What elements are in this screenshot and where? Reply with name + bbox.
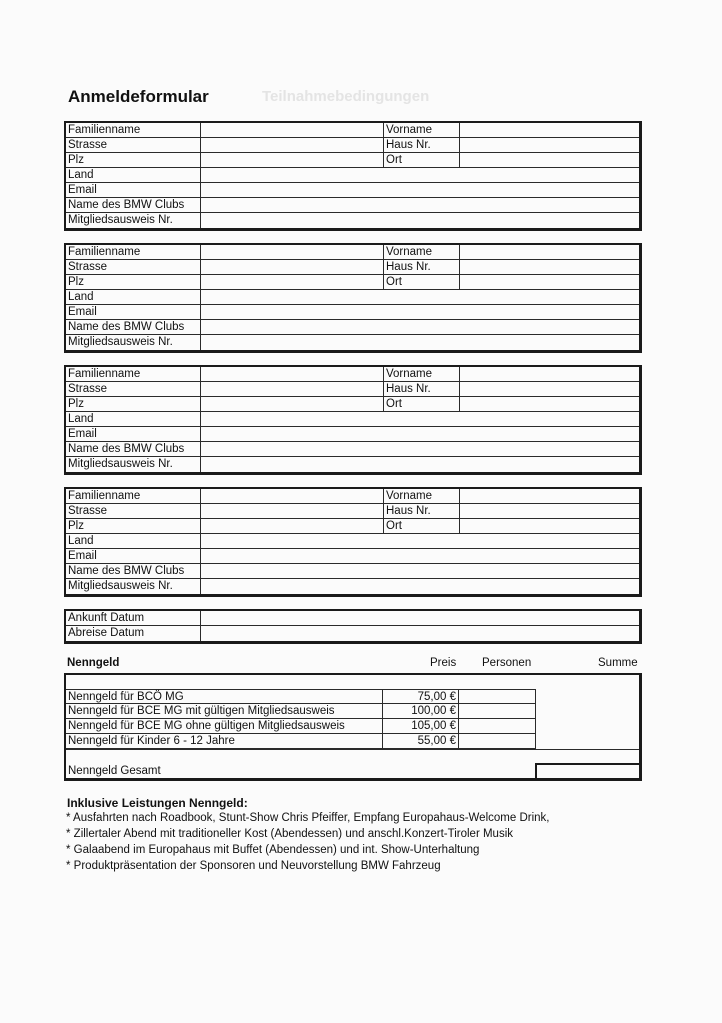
vorname-field[interactable]	[460, 367, 639, 381]
row-mitglied	[66, 213, 639, 228]
mitglied-field[interactable]	[201, 579, 639, 594]
fee-name: Nenngeld für Kinder 6 - 12 Jahre	[66, 734, 383, 748]
plz-field[interactable]	[201, 397, 384, 411]
row-email	[66, 549, 639, 564]
plz-field[interactable]	[201, 519, 384, 533]
member-block	[64, 487, 642, 597]
ankunft-field[interactable]	[201, 611, 639, 625]
plz-label: Plz	[66, 153, 201, 167]
club-label: Name des BMW Clubs	[66, 564, 201, 578]
strasse-field[interactable]	[201, 138, 384, 152]
row-strasse	[66, 138, 639, 153]
dates-block	[64, 609, 642, 644]
row-familienname	[66, 245, 639, 260]
strasse-label: Strasse	[66, 382, 201, 396]
total-label: Nenngeld Gesamt	[68, 765, 161, 777]
inclusive-item: * Galaabend im Europahaus mit Buffet (Abendessen) und int. Show-Unterhaltung	[66, 844, 480, 856]
club-field[interactable]	[201, 564, 639, 578]
haus-nr-label: Haus Nr.	[384, 382, 460, 396]
row-club	[66, 320, 639, 335]
strasse-label: Strasse	[66, 504, 201, 518]
haus-nr-field[interactable]	[460, 138, 639, 152]
mitglied-label: Mitgliedsausweis Nr.	[66, 457, 201, 472]
vorname-label: Vorname	[384, 123, 460, 137]
land-field[interactable]	[201, 290, 639, 304]
row-plz	[66, 397, 639, 412]
abreise-field[interactable]	[201, 626, 639, 641]
row-plz	[66, 153, 639, 168]
row-ankunft	[66, 611, 639, 626]
fee-name: Nenngeld für BCE MG ohne gültigen Mitgliedsausweis	[66, 719, 383, 733]
familienname-field[interactable]	[201, 367, 384, 381]
row-email	[66, 305, 639, 320]
row-familienname	[66, 367, 639, 382]
row-land	[66, 412, 639, 427]
row-mitglied	[66, 457, 639, 472]
member-block	[64, 365, 642, 475]
mitglied-field[interactable]	[201, 213, 639, 228]
col-preis: Preis	[430, 657, 457, 669]
familienname-field[interactable]	[201, 123, 384, 137]
haus-nr-field[interactable]	[460, 382, 639, 396]
member-block	[64, 121, 642, 231]
email-field[interactable]	[201, 427, 639, 441]
fee-row	[66, 734, 536, 749]
mitglied-field[interactable]	[201, 335, 639, 350]
club-label: Name des BMW Clubs	[66, 198, 201, 212]
abreise-label: Abreise Datum	[66, 626, 201, 641]
email-label: Email	[66, 183, 201, 197]
row-club	[66, 442, 639, 457]
fee-row	[66, 719, 536, 734]
fees-table	[64, 673, 642, 781]
familienname-label: Familienname	[66, 123, 201, 137]
strasse-label: Strasse	[66, 260, 201, 274]
fee-price: 100,00 €	[383, 704, 459, 718]
plz-field[interactable]	[201, 153, 384, 167]
strasse-field[interactable]	[201, 260, 384, 274]
strasse-field[interactable]	[201, 382, 384, 396]
haus-nr-label: Haus Nr.	[384, 138, 460, 152]
row-mitglied	[66, 335, 639, 350]
row-strasse	[66, 382, 639, 397]
ghost-heading: Teilnahmebedingungen	[262, 88, 430, 105]
plz-label: Plz	[66, 397, 201, 411]
email-field[interactable]	[201, 305, 639, 319]
ort-field[interactable]	[460, 519, 639, 533]
strasse-label: Strasse	[66, 138, 201, 152]
col-personen: Personen	[482, 657, 532, 669]
fee-price: 75,00 €	[383, 690, 459, 703]
row-familienname	[66, 123, 639, 138]
row-land	[66, 534, 639, 549]
vorname-field[interactable]	[460, 123, 639, 137]
row-mitglied	[66, 579, 639, 594]
plz-field[interactable]	[201, 275, 384, 289]
fee-persons-field[interactable]	[459, 734, 536, 748]
haus-nr-field[interactable]	[460, 504, 639, 518]
inclusive-item: * Zillertaler Abend mit traditioneller Kost (Abendessen) und anschl.Konzert-Tiroler Musik	[66, 828, 513, 840]
familienname-field[interactable]	[201, 489, 384, 503]
fee-name: Nenngeld für BCE MG mit gültigen Mitgliedsausweis	[66, 704, 383, 718]
row-club	[66, 564, 639, 579]
inclusive-item: * Ausfahrten nach Roadbook, Stunt-Show Chris Pfeiffer, Empfang Europahaus-Welcome Drink,	[66, 812, 550, 824]
row-abreise	[66, 626, 639, 641]
member-block	[64, 243, 642, 353]
club-label: Name des BMW Clubs	[66, 320, 201, 334]
row-land	[66, 168, 639, 183]
email-label: Email	[66, 549, 201, 563]
haus-nr-field[interactable]	[460, 260, 639, 274]
row-strasse	[66, 260, 639, 275]
fee-row	[66, 689, 536, 704]
land-label: Land	[66, 290, 201, 304]
email-field[interactable]	[201, 183, 639, 197]
row-email	[66, 183, 639, 198]
familienname-label: Familienname	[66, 367, 201, 381]
inclusive-item: * Produktpräsentation der Sponsoren und Neuvorstellung BMW Fahrzeug	[66, 860, 441, 872]
land-field[interactable]	[201, 412, 639, 426]
haus-nr-label: Haus Nr.	[384, 504, 460, 518]
land-label: Land	[66, 168, 201, 182]
land-field[interactable]	[201, 534, 639, 548]
plz-label: Plz	[66, 275, 201, 289]
club-field[interactable]	[201, 198, 639, 212]
fee-persons-field[interactable]	[459, 719, 536, 733]
ort-field[interactable]	[460, 275, 639, 289]
ort-label: Ort	[384, 519, 460, 533]
haus-nr-label: Haus Nr.	[384, 260, 460, 274]
club-label: Name des BMW Clubs	[66, 442, 201, 456]
land-label: Land	[66, 412, 201, 426]
fee-persons-field[interactable]	[459, 690, 536, 703]
inclusive-title: Inklusive Leistungen Nenngeld:	[67, 796, 248, 810]
email-label: Email	[66, 305, 201, 319]
mitglied-label: Mitgliedsausweis Nr.	[66, 335, 201, 350]
mitglied-label: Mitgliedsausweis Nr.	[66, 213, 201, 228]
ort-label: Ort	[384, 153, 460, 167]
total-field[interactable]	[535, 763, 642, 780]
mitglied-field[interactable]	[201, 457, 639, 472]
fee-name: Nenngeld für BCÖ MG	[66, 690, 383, 703]
club-field[interactable]	[201, 442, 639, 456]
mitglied-label: Mitgliedsausweis Nr.	[66, 579, 201, 594]
ort-label: Ort	[384, 397, 460, 411]
ankunft-label: Ankunft Datum	[66, 611, 201, 625]
familienname-field[interactable]	[201, 245, 384, 259]
email-field[interactable]	[201, 549, 639, 563]
club-field[interactable]	[201, 320, 639, 334]
row-club	[66, 198, 639, 213]
email-label: Email	[66, 427, 201, 441]
ort-label: Ort	[384, 275, 460, 289]
land-label: Land	[66, 534, 201, 548]
fee-price: 55,00 €	[383, 734, 459, 748]
familienname-label: Familienname	[66, 489, 201, 503]
row-email	[66, 427, 639, 442]
land-field[interactable]	[201, 168, 639, 182]
row-land	[66, 290, 639, 305]
col-summe: Summe	[598, 657, 638, 669]
page-title: Anmeldeformular	[68, 87, 209, 106]
vorname-label: Vorname	[384, 489, 460, 503]
plz-label: Plz	[66, 519, 201, 533]
vorname-field[interactable]	[460, 245, 639, 259]
vorname-label: Vorname	[384, 367, 460, 381]
row-familienname	[66, 489, 639, 504]
fee-row	[66, 704, 536, 719]
strasse-field[interactable]	[201, 504, 384, 518]
ort-field[interactable]	[460, 397, 639, 411]
fee-price: 105,00 €	[383, 719, 459, 733]
row-strasse	[66, 504, 639, 519]
row-plz	[66, 275, 639, 290]
inclusive-list	[66, 810, 549, 874]
vorname-label: Vorname	[384, 245, 460, 259]
ort-field[interactable]	[460, 153, 639, 167]
row-plz	[66, 519, 639, 534]
fees-heading: Nenngeld	[67, 657, 120, 669]
vorname-field[interactable]	[460, 489, 639, 503]
fee-persons-field[interactable]	[459, 704, 536, 718]
familienname-label: Familienname	[66, 245, 201, 259]
divider	[66, 749, 639, 750]
